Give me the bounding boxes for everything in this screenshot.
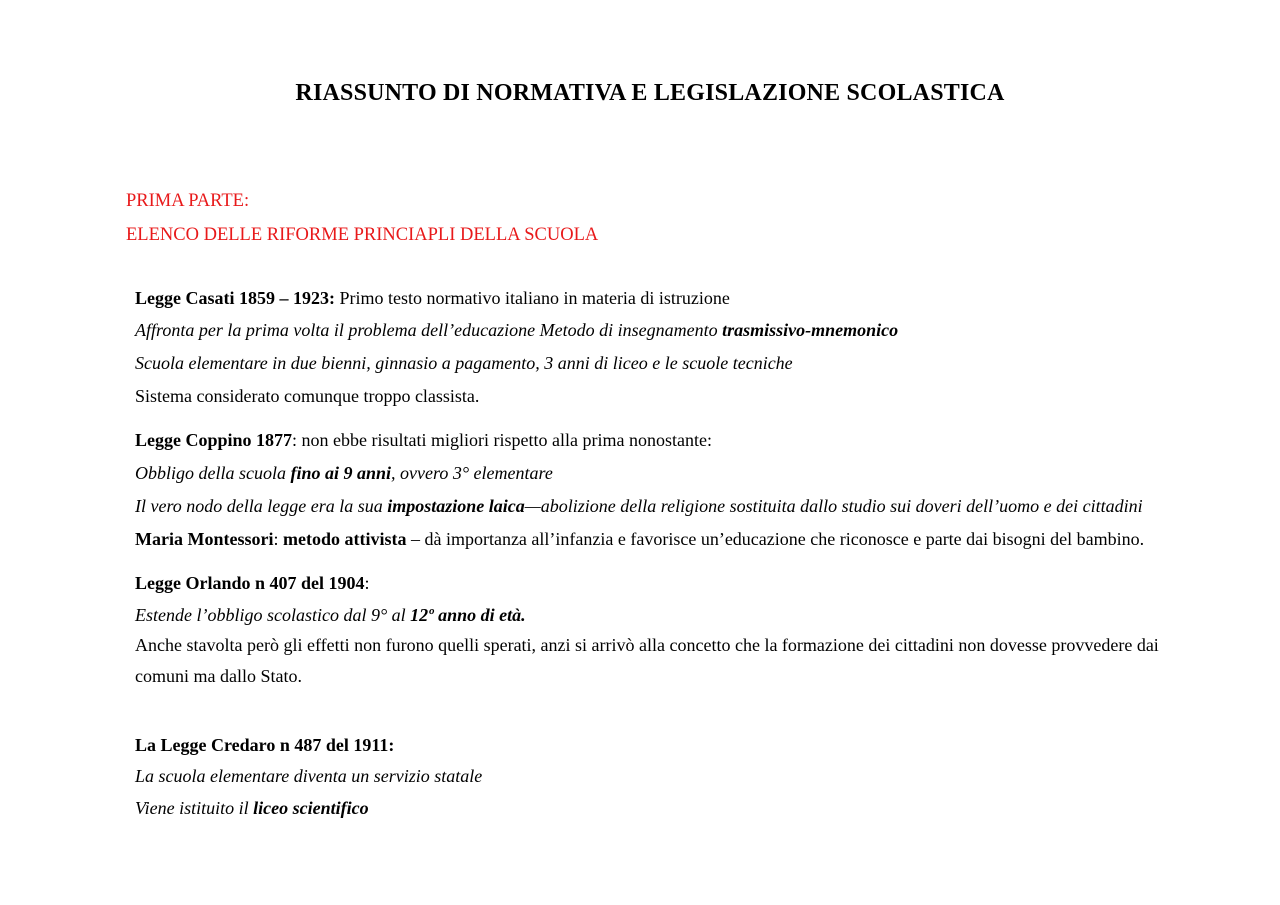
orlando-heading-line	[135, 573, 370, 595]
orlando-heading-colon: :	[364, 573, 370, 593]
coppino-age: fino ai 9 anni	[290, 463, 392, 483]
coppino-heading: Legge Coppino 1877	[135, 430, 293, 450]
orlando-age: 12º anno di età.	[410, 605, 526, 625]
credaro-liceo: liceo scientifico	[253, 798, 369, 818]
montessori-text: – dà importanza all’infanzia e favorisce un’educazione che riconosce e parte dai bisogni del bambino.	[406, 529, 1145, 549]
coppino-line-3	[135, 496, 1143, 518]
coppino-line-3-a: Il vero nodo della legge era la sua	[135, 496, 388, 516]
coppino-heading-line	[135, 430, 712, 452]
montessori-name: Maria Montessori	[135, 529, 274, 549]
casati-method: trasmissivo-mnemonico	[722, 320, 899, 340]
casati-line-4: Sistema considerato comunque troppo classista.	[135, 386, 480, 406]
coppino-line-3-c: —abolizione della religione sostituita dallo studio sui doveri dell’uomo e dei cittadini	[524, 496, 1143, 516]
montessori-method: metodo attivista	[282, 529, 407, 549]
credaro-heading: La Legge Credaro n 487 del 1911:	[135, 735, 395, 755]
casati-line-2	[135, 320, 898, 342]
orlando-heading: Legge Orlando n 407 del 1904	[135, 573, 365, 593]
credaro-line-2: La scuola elementare diventa un servizio statale	[135, 766, 483, 786]
casati-heading-line	[135, 288, 730, 310]
coppino-heading-text: : non ebbe risultati migliori rispetto alla prima nonostante:	[292, 430, 712, 450]
part-label: PRIMA PARTE:	[126, 191, 250, 211]
orlando-paragraph: Anche stavolta però gli effetti non furono quelli sperati, anzi si arrivò alla concetto che la formazione dei cittadini non dovesse provvedere dai comuni ma dallo Stato.	[135, 635, 1159, 686]
casati-heading-text: Primo testo normativo italiano in materia di istruzione	[334, 288, 730, 308]
casati-line-3: Scuola elementare in due bienni, ginnasio a pagamento, 3 anni di liceo e le scuole tecniche	[135, 353, 793, 373]
coppino-line-2-c: , ovvero 3° elementare	[391, 463, 553, 483]
orlando-line-2-a: Estende l’obbligo scolastico dal 9° al	[135, 605, 411, 625]
credaro-line-3-a: Viene istituito il	[135, 798, 254, 818]
orlando-line-2	[135, 605, 526, 627]
part-heading: ELENCO DELLE RIFORME PRINCIAPLI DELLA SCUOLA	[126, 225, 599, 245]
montessori-colon: :	[273, 529, 283, 549]
coppino-line-2-a: Obbligo della scuola	[135, 463, 291, 483]
casati-line-2-text: Affronta per la prima volta il problema dell’educazione Metodo di insegnamento	[135, 320, 723, 340]
montessori-line	[135, 529, 1144, 551]
credaro-line-3	[135, 798, 369, 820]
coppino-line-2	[135, 463, 553, 485]
coppino-laica: impostazione laica	[387, 496, 525, 516]
document-title: RIASSUNTO DI NORMATIVA E LEGISLAZIONE SCOLASTICA	[295, 80, 1005, 106]
casati-heading: Legge Casati 1859 – 1923:	[135, 288, 335, 308]
